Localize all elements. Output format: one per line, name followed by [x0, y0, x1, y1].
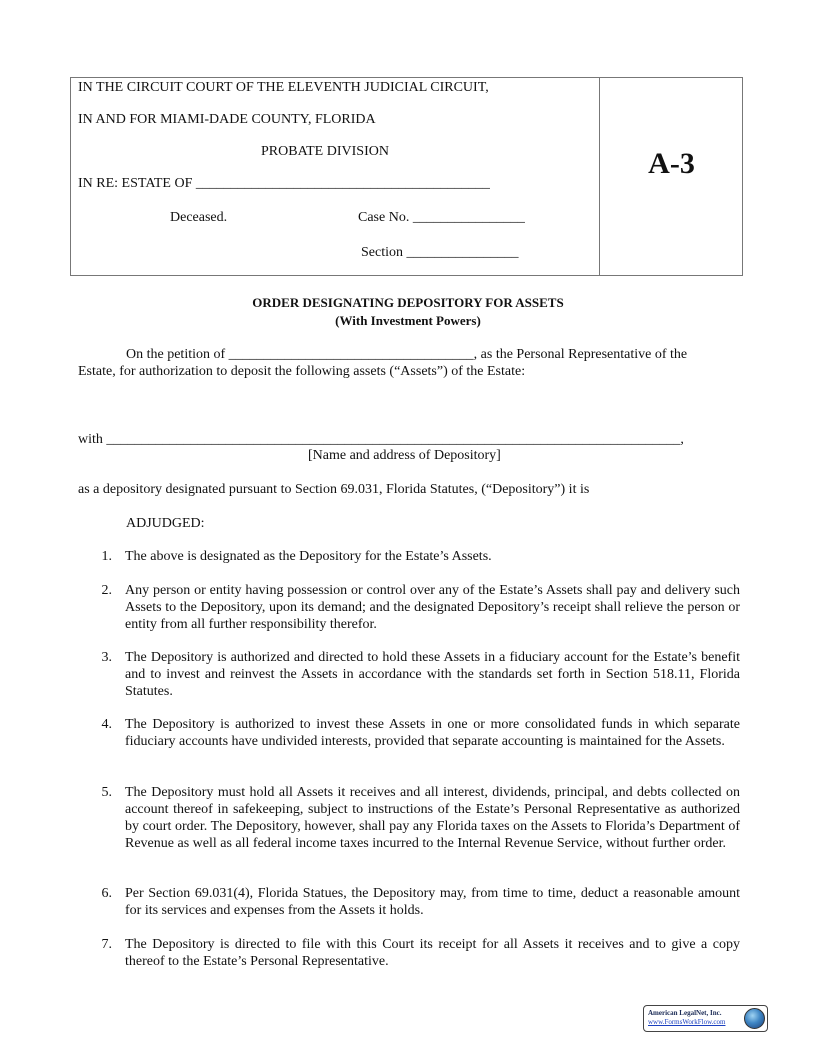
depository-with-line: [78, 431, 684, 448]
legalnet-logo[interactable]: [643, 1005, 768, 1032]
order-subtitle: (With Investment Powers): [335, 313, 481, 328]
item-number: 6.: [101, 886, 112, 901]
estate-of-line: [78, 175, 490, 192]
order-item-text: The Depository is authorized and directed to hold these Assets in a fiduciary account for the Estate’s benefit and to invest and reinvest the Assets in accordance with the standards set forth in Section 518.11, Florida Statutes.: [125, 650, 740, 699]
item-number: 2.: [101, 583, 112, 598]
order-item-text: Per Section 69.031(4), Florida Statues, the Depository may, from time to time, deduct a reasonable amount for its services and expenses from the Assets it holds.: [125, 886, 740, 918]
order-item-text: The Depository must hold all Assets it receives and all interest, dividends, principal, and debts collected on account thereof in safekeeping, subject to instructions of the Estate’s Personal Representative as authorized by court order. The Depository, however, shall pay any Florida taxes on the Assets to Florida’s Department of Revenue as well as all federal income taxes incurred to the Internal Revenue Service, without further order.: [125, 785, 740, 851]
order-item-text: The Depository is authorized to invest these Assets in one or more consolidated funds in which separate fiduciary accounts have undivided interests, provided that separate accounting is maintained for the Assets.: [125, 717, 740, 749]
petition-line-1: [126, 346, 687, 363]
court-line-2: IN AND FOR MIAMI-DADE COUNTY, FLORIDA: [78, 112, 376, 127]
depository-name-caption: [Name and address of Depository]: [308, 448, 501, 463]
form-code: A-3: [648, 147, 695, 180]
estate-of-label: IN RE: ESTATE OF: [78, 176, 196, 191]
order-title: ORDER DESIGNATING DEPOSITORY FOR ASSETS: [252, 295, 564, 310]
estate-name-blank[interactable]: __________________________________________: [195, 176, 490, 191]
petition-suffix: , as the Personal Representative of the: [473, 347, 688, 362]
probate-division: PROBATE DIVISION: [261, 144, 389, 159]
item-number: 1.: [101, 549, 112, 564]
item-number: 4.: [101, 717, 112, 732]
order-item-text: The above is designated as the Depository for the Estate’s Assets.: [125, 549, 492, 564]
item-number: 5.: [101, 785, 112, 800]
order-item-text: The Depository is directed to file with this Court its receipt for all Assets it receives and to give a copy thereof to the Estate’s Personal Representative.: [125, 937, 740, 969]
section-label: Section: [361, 245, 407, 260]
logo-website-link[interactable]: www.FormsWorkFlow.com: [648, 1018, 726, 1026]
with-label: with: [78, 432, 107, 447]
personal-representative-blank[interactable]: ___________________________________: [228, 347, 474, 362]
deceased-label: Deceased.: [170, 210, 228, 225]
case-number-label: Case No.: [358, 210, 413, 225]
item-number: 7.: [101, 937, 112, 952]
petition-prefix: On the petition of: [126, 347, 229, 362]
petition-line-2: Estate, for authorization to deposit the following assets (“Assets”) of the Estate:: [78, 364, 526, 379]
section-line: [361, 244, 519, 261]
case-number-line: [358, 209, 525, 226]
with-comma: ,: [680, 432, 684, 447]
court-line-1: IN THE CIRCUIT COURT OF THE ELEVENTH JUDICIAL CIRCUIT,: [78, 80, 489, 95]
order-item-text: Any person or entity having possession or control over any of the Estate’s Assets shall pay and delivery such Assets to the Depository, upon its demand; and the designated Depository’s receipt shall relieve the person or entity from all further responsibility therefor.: [125, 583, 740, 632]
adjudged-label: ADJUDGED:: [126, 516, 205, 531]
case-number-blank[interactable]: ________________: [412, 210, 525, 225]
item-number: 3.: [101, 650, 112, 665]
globe-icon: [744, 1008, 765, 1029]
section-blank[interactable]: ________________: [406, 245, 519, 260]
designation-statement: as a depository designated pursuant to Section 69.031, Florida Statutes, (“Depository”) it is: [78, 482, 590, 497]
logo-company-name: American LegalNet, Inc.: [648, 1009, 722, 1017]
depository-name-blank[interactable]: __________________________________________________________________________________: [106, 432, 681, 447]
